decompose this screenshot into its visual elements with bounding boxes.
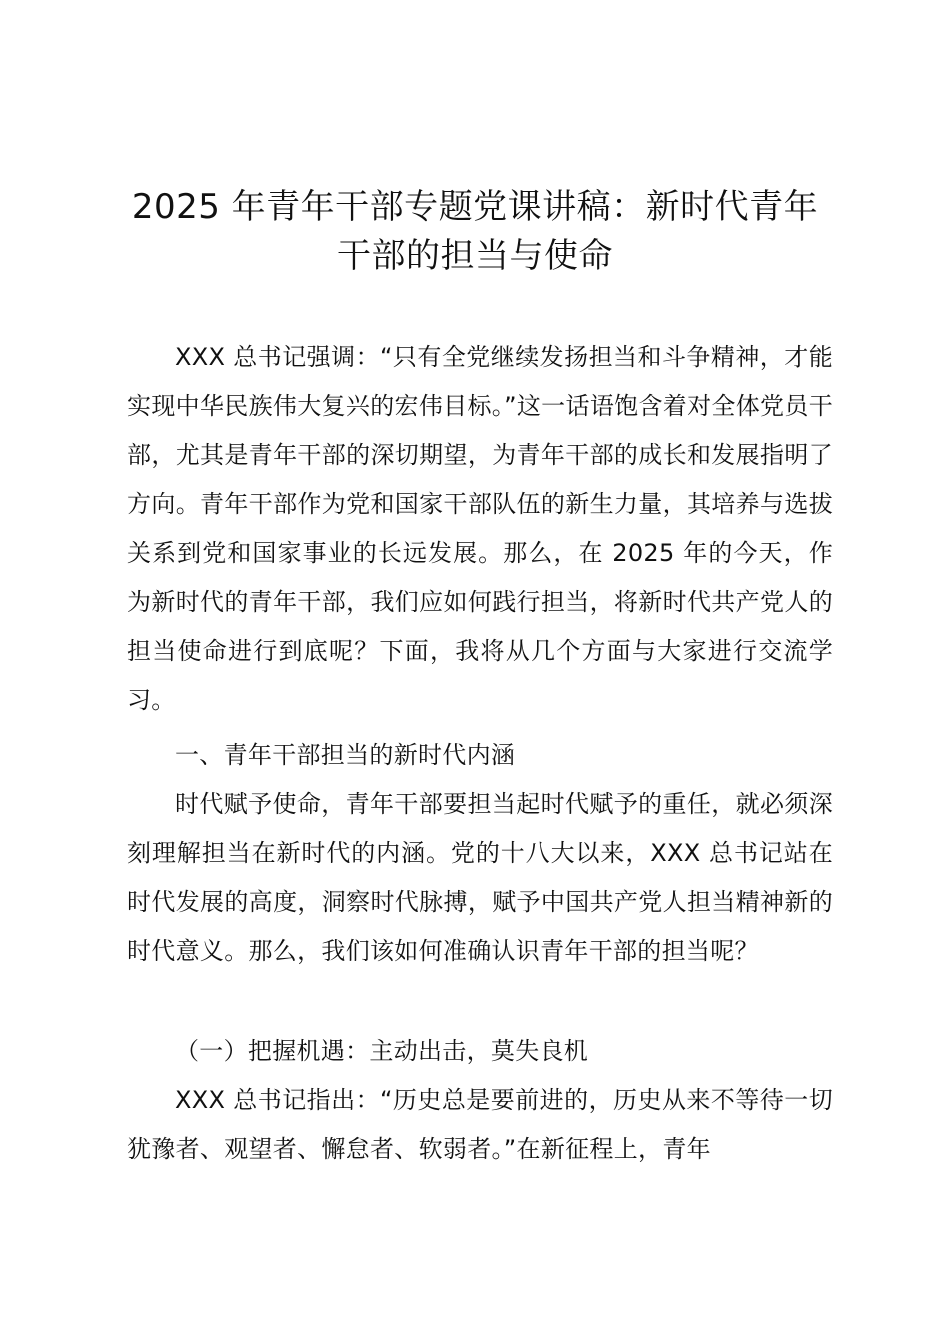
subsection-1-paragraph: XXX 总书记指出：“历史总是要前进的，历史从来不等待一切犹豫者、观望者、懈怠者、软弱者。”在新征程上，青年 (127, 1086, 833, 1163)
section-1-paragraph: 时代赋予使命，青年干部要担当起时代赋予的重任，就必须深刻理解担当在新时代的内涵。党的十八大以来，XXX 总书记站在时代发展的高度，洞察时代脉搏，赋予中国共产党人担当精神新的时代意义。那么，我们该如何准确认识青年干部的担当呢？ (127, 790, 833, 965)
section-heading-1: 一、青年干部担当的新时代内涵 (175, 741, 516, 769)
subsection-heading-1: （一）把握机遇：主动出击，莫失良机 (175, 1037, 589, 1065)
document-title-line-1: 2025 年青年干部专题党课讲稿：新时代青年 (131, 187, 819, 227)
document-title-line-2: 干部的担当与使命 (337, 236, 613, 276)
intro-paragraph: XXX 总书记强调：“只有全党继续发扬担当和斗争精神，才能实现中华民族伟大复兴的宏伟目标。”这一话语饱含着对全体党员干部，尤其是青年干部的深切期望，为青年干部的成长和发展指明了方向。青年干部作为党和国家干部队伍的新生力量，其培养与选拔关系到党和国家事业的长远发展。那么，在 2025 年的今天，作为新时代的青年干部，我们应如何践行担当，将新时代共产党人的担当使命进行到底呢？下面，我将从几个方面与大家进行交流学习。 (127, 343, 833, 714)
